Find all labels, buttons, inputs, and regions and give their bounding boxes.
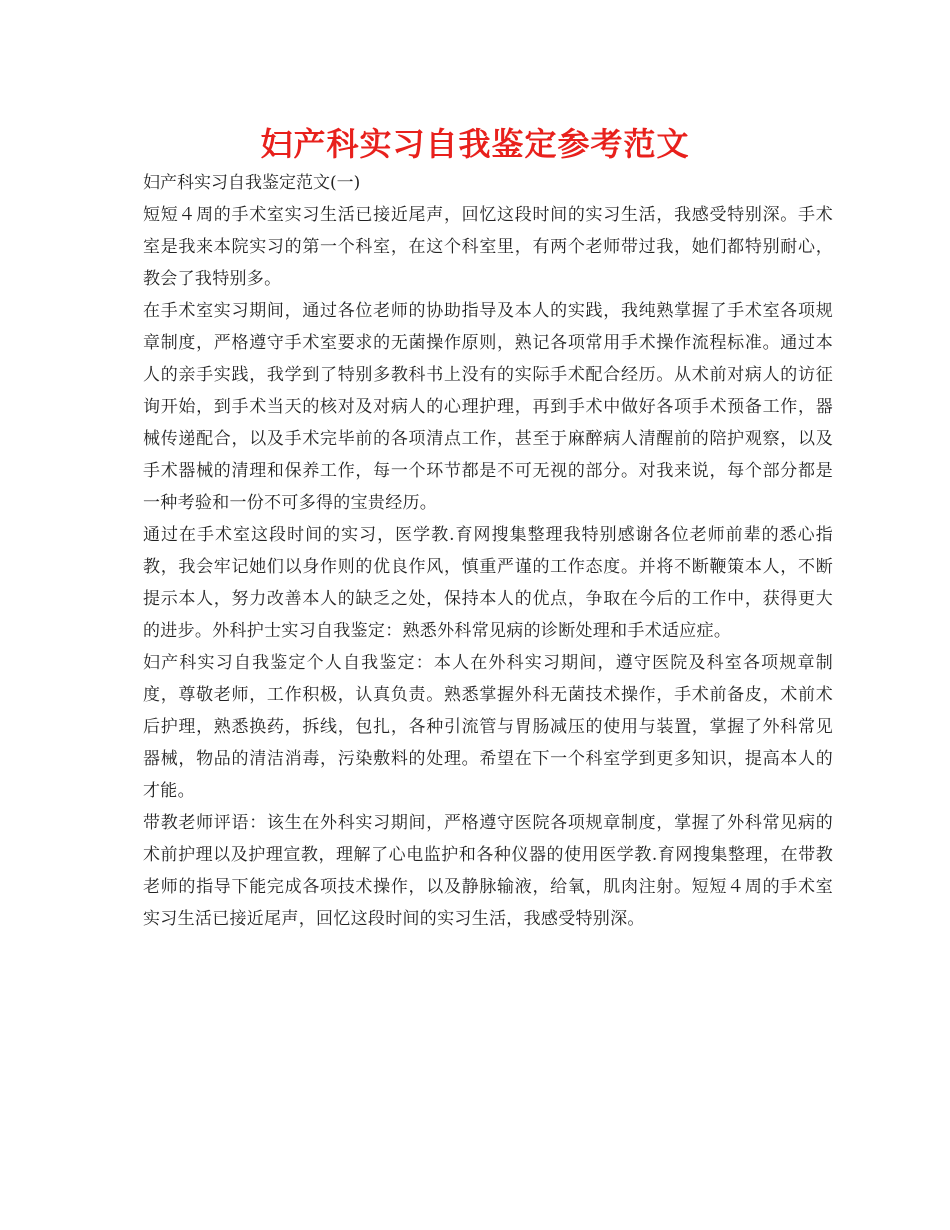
document-body bbox=[143, 167, 833, 935]
paragraph-4: 妇产科实习自我鉴定个人自我鉴定：本人在外科实习期间，遵守医院及科室各项规章制度，尊敬老师，工作积极，认真负责。熟悉掌握外科无菌技术操作，手术前备皮，术前术后护理，熟悉换药，拆线，包扎，各种引流管与胃肠减压的使用与装置，掌握了外科常见器械，物品的清洁消毒，污染敷料的处理。希望在下一个科室学到更多知识，提高本人的才能。 bbox=[143, 653, 833, 801]
paragraph-1: 短短４周的手术室实习生活已接近尾声，回忆这段时间的实习生活，我感受特别深。手术室是我来本院实习的第一个科室，在这个科室里，有两个老师带过我，她们都特别耐心，教会了我特别多。 bbox=[143, 205, 833, 289]
document-subtitle: 妇产科实习自我鉴定范文(一) bbox=[143, 173, 361, 193]
paragraph-5: 带教老师评语：该生在外科实习期间，严格遵守医院各项规章制度，掌握了外科常见病的术前护理以及护理宣教，理解了心电监护和各种仪器的使用医学教.育网搜集整理，在带教老师的指导下能完成各项技术操作，以及静脉输液，给氧，肌肉注射。短短４周的手术室实习生活已接近尾声，回忆这段时间的实习生活，我感受特别深。 bbox=[143, 813, 833, 929]
paragraph-2: 在手术室实习期间，通过各位老师的协助指导及本人的实践，我纯熟掌握了手术室各项规章制度，严格遵守手术室要求的无菌操作原则，熟记各项常用手术操作流程标准。通过本人的亲手实践，我学到了特别多教科书上没有的实际手术配合经历。从术前对病人的访征询开始，到手术当天的核对及对病人的心理护理，再到手术中做好各项手术预备工作，器械传递配合，以及手术完毕前的各项清点工作，甚至于麻醉病人清醒前的陪护观察，以及手术器械的清理和保养工作，每一个环节都是不可无视的部分。对我来说，每个部分都是一种考验和一份不可多得的宝贵经历。 bbox=[143, 301, 833, 513]
paragraph-3: 通过在手术室这段时间的实习，医学教.育网搜集整理我特别感谢各位老师前辈的悉心指教，我会牢记她们以身作则的优良作风，慎重严谨的工作态度。并将不断鞭策本人，不断提示本人，努力改善本人的缺乏之处，保持本人的优点，争取在今后的工作中，获得更大的进步。外科护士实习自我鉴定：熟悉外科常见病的诊断处理和手术适应症。 bbox=[143, 525, 833, 641]
document-title: 妇产科实习自我鉴定参考范文 bbox=[260, 125, 690, 163]
